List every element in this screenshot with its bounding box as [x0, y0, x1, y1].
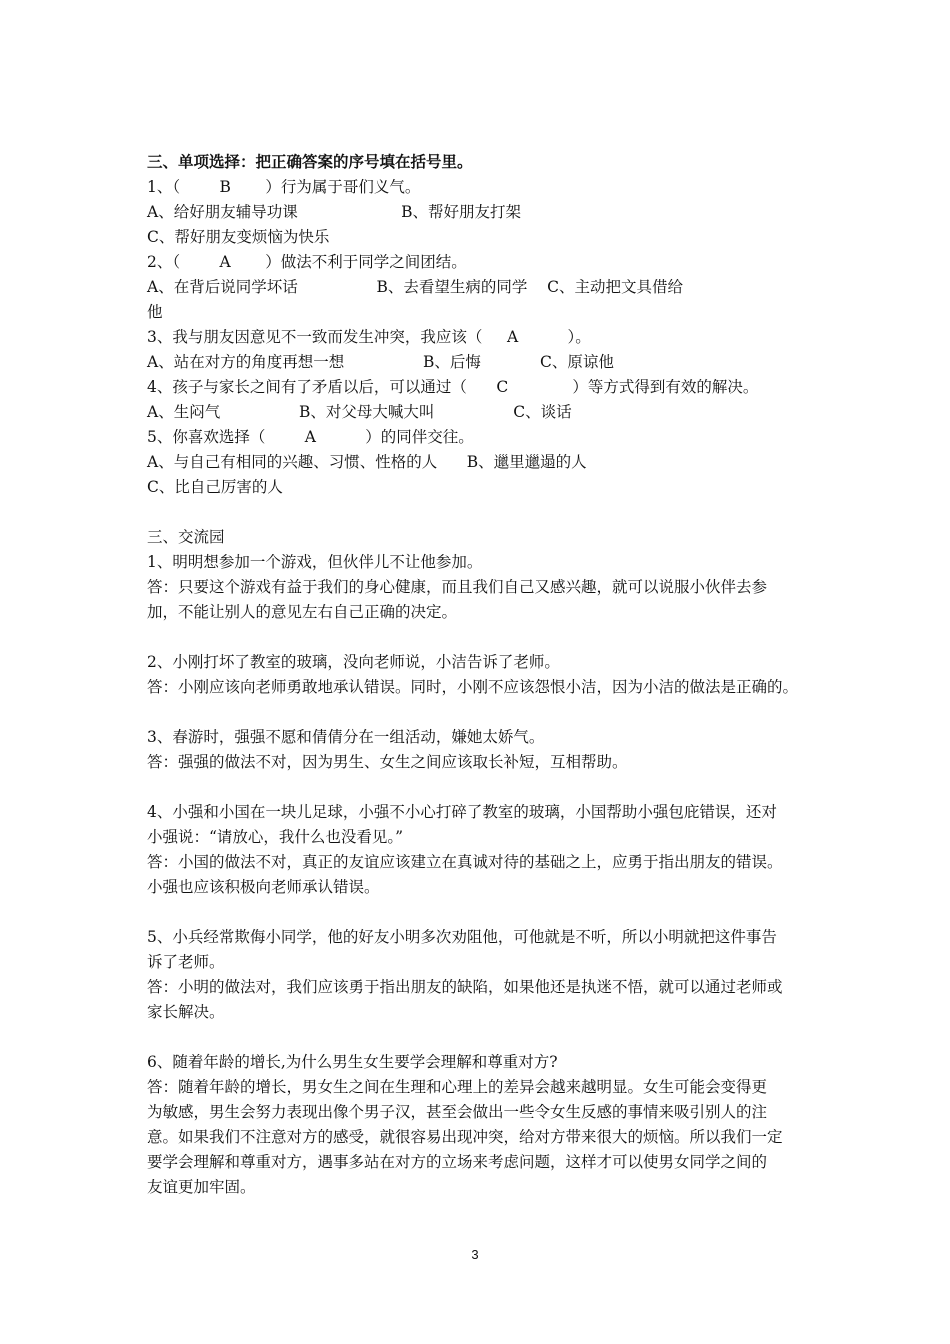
question-2-options: A、在背后说同学坏话 B、去看望生病的同学 C、主动把文具借给 [147, 278, 683, 296]
exchange-6-question: 6、随着年龄的增长,为什么男生女生要学会理解和尊重对方? [147, 1053, 558, 1071]
exchange-6-answer-cont-3: 要学会理解和尊重对方，遇事多站在对方的立场来考虑问题，这样才可以使男女同学之间的 [147, 1153, 768, 1171]
exchange-4-question-cont: 小强说：“请放心，我什么也没看见。” [147, 828, 404, 846]
section-title-single-choice: 三、单项选择：把正确答案的序号填在括号里。 [147, 153, 473, 171]
exchange-1-question: 1、明明想参加一个游戏，但伙伴儿不让他参加。 [147, 553, 483, 571]
exchange-5-answer: 答：小明的做法对，我们应该勇于指出朋友的缺陷，如果他还是执迷不悟，就可以通过老师或 [147, 978, 783, 996]
exchange-6-answer-cont-1: 为敏感，男生会努力表现出像个男子汉，甚至会做出一些令女生反感的事情来吸引别人的注 [147, 1103, 768, 1121]
question-3: 3、我与朋友因意见不一致而发生冲突，我应该（ A ）。 [147, 328, 591, 346]
exchange-4-answer: 答：小国的做法不对，真正的友谊应该建立在真诚对待的基础之上，应勇于指出朋友的错误。 [147, 853, 783, 871]
exchange-5-question: 5、小兵经常欺侮小同学，他的好友小明多次劝阻他，可他就是不听，所以小明就把这件事告 [147, 928, 777, 946]
exchange-6-answer: 答：随着年龄的增长，男女生之间在生理和心理上的差异会越来越明显。女生可能会变得更 [147, 1078, 768, 1096]
question-5: 5、你喜欢选择（ A ）的同伴交往。 [147, 428, 474, 446]
exchange-6-answer-cont-4: 友谊更加牢固。 [147, 1178, 256, 1196]
exchange-3-question: 3、春游时，强强不愿和倩倩分在一组活动，嫌她太娇气。 [147, 728, 545, 746]
question-1-options-ab: A、给好朋友辅导功课 B、帮好朋友打架 [147, 203, 522, 221]
question-1-option-c: C、帮好朋友变烦恼为快乐 [147, 228, 330, 246]
exchange-2-question: 2、小刚打坏了教室的玻璃，没向老师说，小洁告诉了老师。 [147, 653, 560, 671]
exchange-6-answer-cont-2: 意。如果我们不注意对方的感受，就很容易出现冲突，给对方带来很大的烦恼。所以我们一定 [147, 1128, 783, 1146]
question-4-options: A、生闷气 B、对父母大喊大叫 C、谈话 [147, 403, 572, 421]
exchange-1-answer: 答：只要这个游戏有益于我们的身心健康，而且我们自己又感兴趣，就可以说服小伙伴去参 [147, 578, 768, 596]
exchange-5-answer-cont: 家长解决。 [147, 1003, 225, 1021]
exchange-4-answer-cont: 小强也应该积极向老师承认错误。 [147, 878, 380, 896]
exchange-2-answer: 答：小刚应该向老师勇敢地承认错误。同时，小刚不应该怨恨小洁，因为小洁的做法是正确的。 [147, 678, 799, 696]
question-5-options-ab: A、与自己有相同的兴趣、习惯、性格的人 B、邋里邋遢的人 [147, 453, 587, 471]
exchange-5-question-cont: 诉了老师。 [147, 953, 225, 971]
section-title-exchange: 三、交流园 [147, 528, 225, 546]
question-5-option-c: C、比自己厉害的人 [147, 478, 283, 496]
exchange-4-question: 4、小强和小国在一块儿足球，小强不小心打碎了教室的玻璃，小国帮助小强包庇错误，还对 [147, 803, 777, 821]
question-2: 2、（ A ）做法不利于同学之间团结。 [147, 253, 467, 271]
question-1: 1、（ B ）行为属于哥们义气。 [147, 178, 421, 196]
exchange-1-answer-cont: 加，不能让别人的意见左右自己正确的决定。 [147, 603, 458, 621]
question-4: 4、孩子与家长之间有了矛盾以后，可以通过（ C ）等方式得到有效的解决。 [147, 378, 759, 396]
question-2-options-cont: 他 [147, 303, 163, 321]
question-3-options: A、站在对方的角度再想一想 B、后悔 C、原谅他 [147, 353, 614, 371]
page-number: 3 [471, 1247, 479, 1262]
exchange-3-answer: 答：强强的做法不对，因为男生、女生之间应该取长补短，互相帮助。 [147, 753, 628, 771]
